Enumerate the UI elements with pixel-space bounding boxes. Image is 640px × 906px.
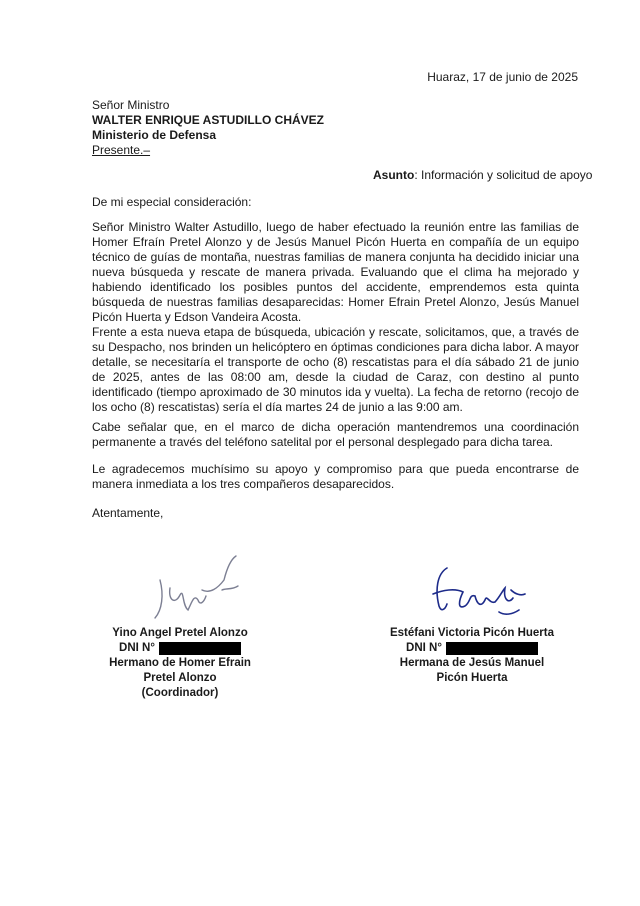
recipient-presente: Presente.– (92, 143, 151, 157)
signatory-left-role-2: Pretel Alonzo (143, 672, 217, 684)
signature-right-scribble (425, 560, 535, 625)
body-paragraph-3: Cabe señalar que, en el marco de dicha operación mantendremos una coordinación permanente a través del teléfono satelital por el personal desplegado para dicha tarea. (92, 420, 579, 449)
recipient-institution: Ministerio de Defensa (92, 128, 217, 142)
recipient-name: WALTER ENRIQUE ASTUDILLO CHÁVEZ (92, 113, 324, 127)
signatory-right-role-1: Hermana de Jesús Manuel (399, 657, 545, 669)
recipient-block (92, 98, 324, 158)
body-paragraph-4: Le agradecemos muchísimo su apoyo y compromiso para que pueda encontrarse de manera inmediata a los tres compañeros desaparecidos. (92, 462, 579, 491)
signatory-left-role-3: (Coordinador) (141, 687, 219, 699)
redaction-bar (159, 642, 241, 655)
signatory-right-dni-label: DNI N° (406, 642, 442, 654)
body-paragraph-2: Frente a esta nueva etapa de búsqueda, ubicación y rescate, solicitamos, que, a través de su Despacho, nos brinden un helicóptero en óptimas condiciones para dicha labor. A mayor detalle, se necesitaría el transporte de ocho (8) rescatistas para el día sábado 21 de junio de 2025, antes de las 08:00 am, desde la ciudad de Caraz, con destino al punto identificado (tiempo aproximado de 30 minutos ida y vuelta). La fecha de retorno (recojo de los ocho (8) rescatistas) sería el día martes 24 de junio a las 9:00 am. (92, 325, 579, 414)
closing: Atentamente, (92, 506, 164, 520)
signatory-left (60, 626, 300, 701)
signatory-left-name: Yino Angel Pretel Alonzo (112, 627, 248, 639)
letter-date: Huaraz, 17 de junio de 2025 (427, 70, 578, 84)
signatory-left-dni (60, 641, 300, 656)
signatory-right (352, 626, 592, 686)
signatory-right-name: Estéfani Victoria Picón Huerta (389, 627, 555, 639)
body-paragraph-1: Señor Ministro Walter Astudillo, luego de haber efectuado la reunión entre las familias de Homer Efraín Pretel Alonzo y de Jesús Manuel Picón Huerta en compañía de un equipo técnico de guías de montaña, nuestras familias de manera conjunta ha decidido iniciar una nueva búsqueda y rescate de manera privada. Evaluando que el clima ha mejorado y habiendo identificado los posibles puntos del accidente, emprendemos esta quinta búsqueda de nuestras familias desaparecidas: Homer Efrain Pretel Alonzo, Jesús Manuel Picón Huerta y Edson Vandeira Acosta. (92, 220, 579, 324)
subject-text: : Información y solicitud de apoyo (414, 168, 593, 182)
signatory-right-dni (352, 641, 592, 656)
signatory-left-role-1: Hermano de Homer Efrain (109, 657, 251, 669)
greeting: De mi especial consideración: (92, 195, 252, 209)
redaction-bar (446, 642, 538, 655)
subject-label: Asunto (373, 168, 415, 182)
recipient-salutation: Señor Ministro (92, 98, 170, 112)
signature-left-scribble (140, 550, 250, 630)
signatory-left-dni-label: DNI N° (119, 642, 155, 654)
subject-line (373, 168, 592, 182)
signatory-right-role-2: Picón Huerta (436, 672, 508, 684)
